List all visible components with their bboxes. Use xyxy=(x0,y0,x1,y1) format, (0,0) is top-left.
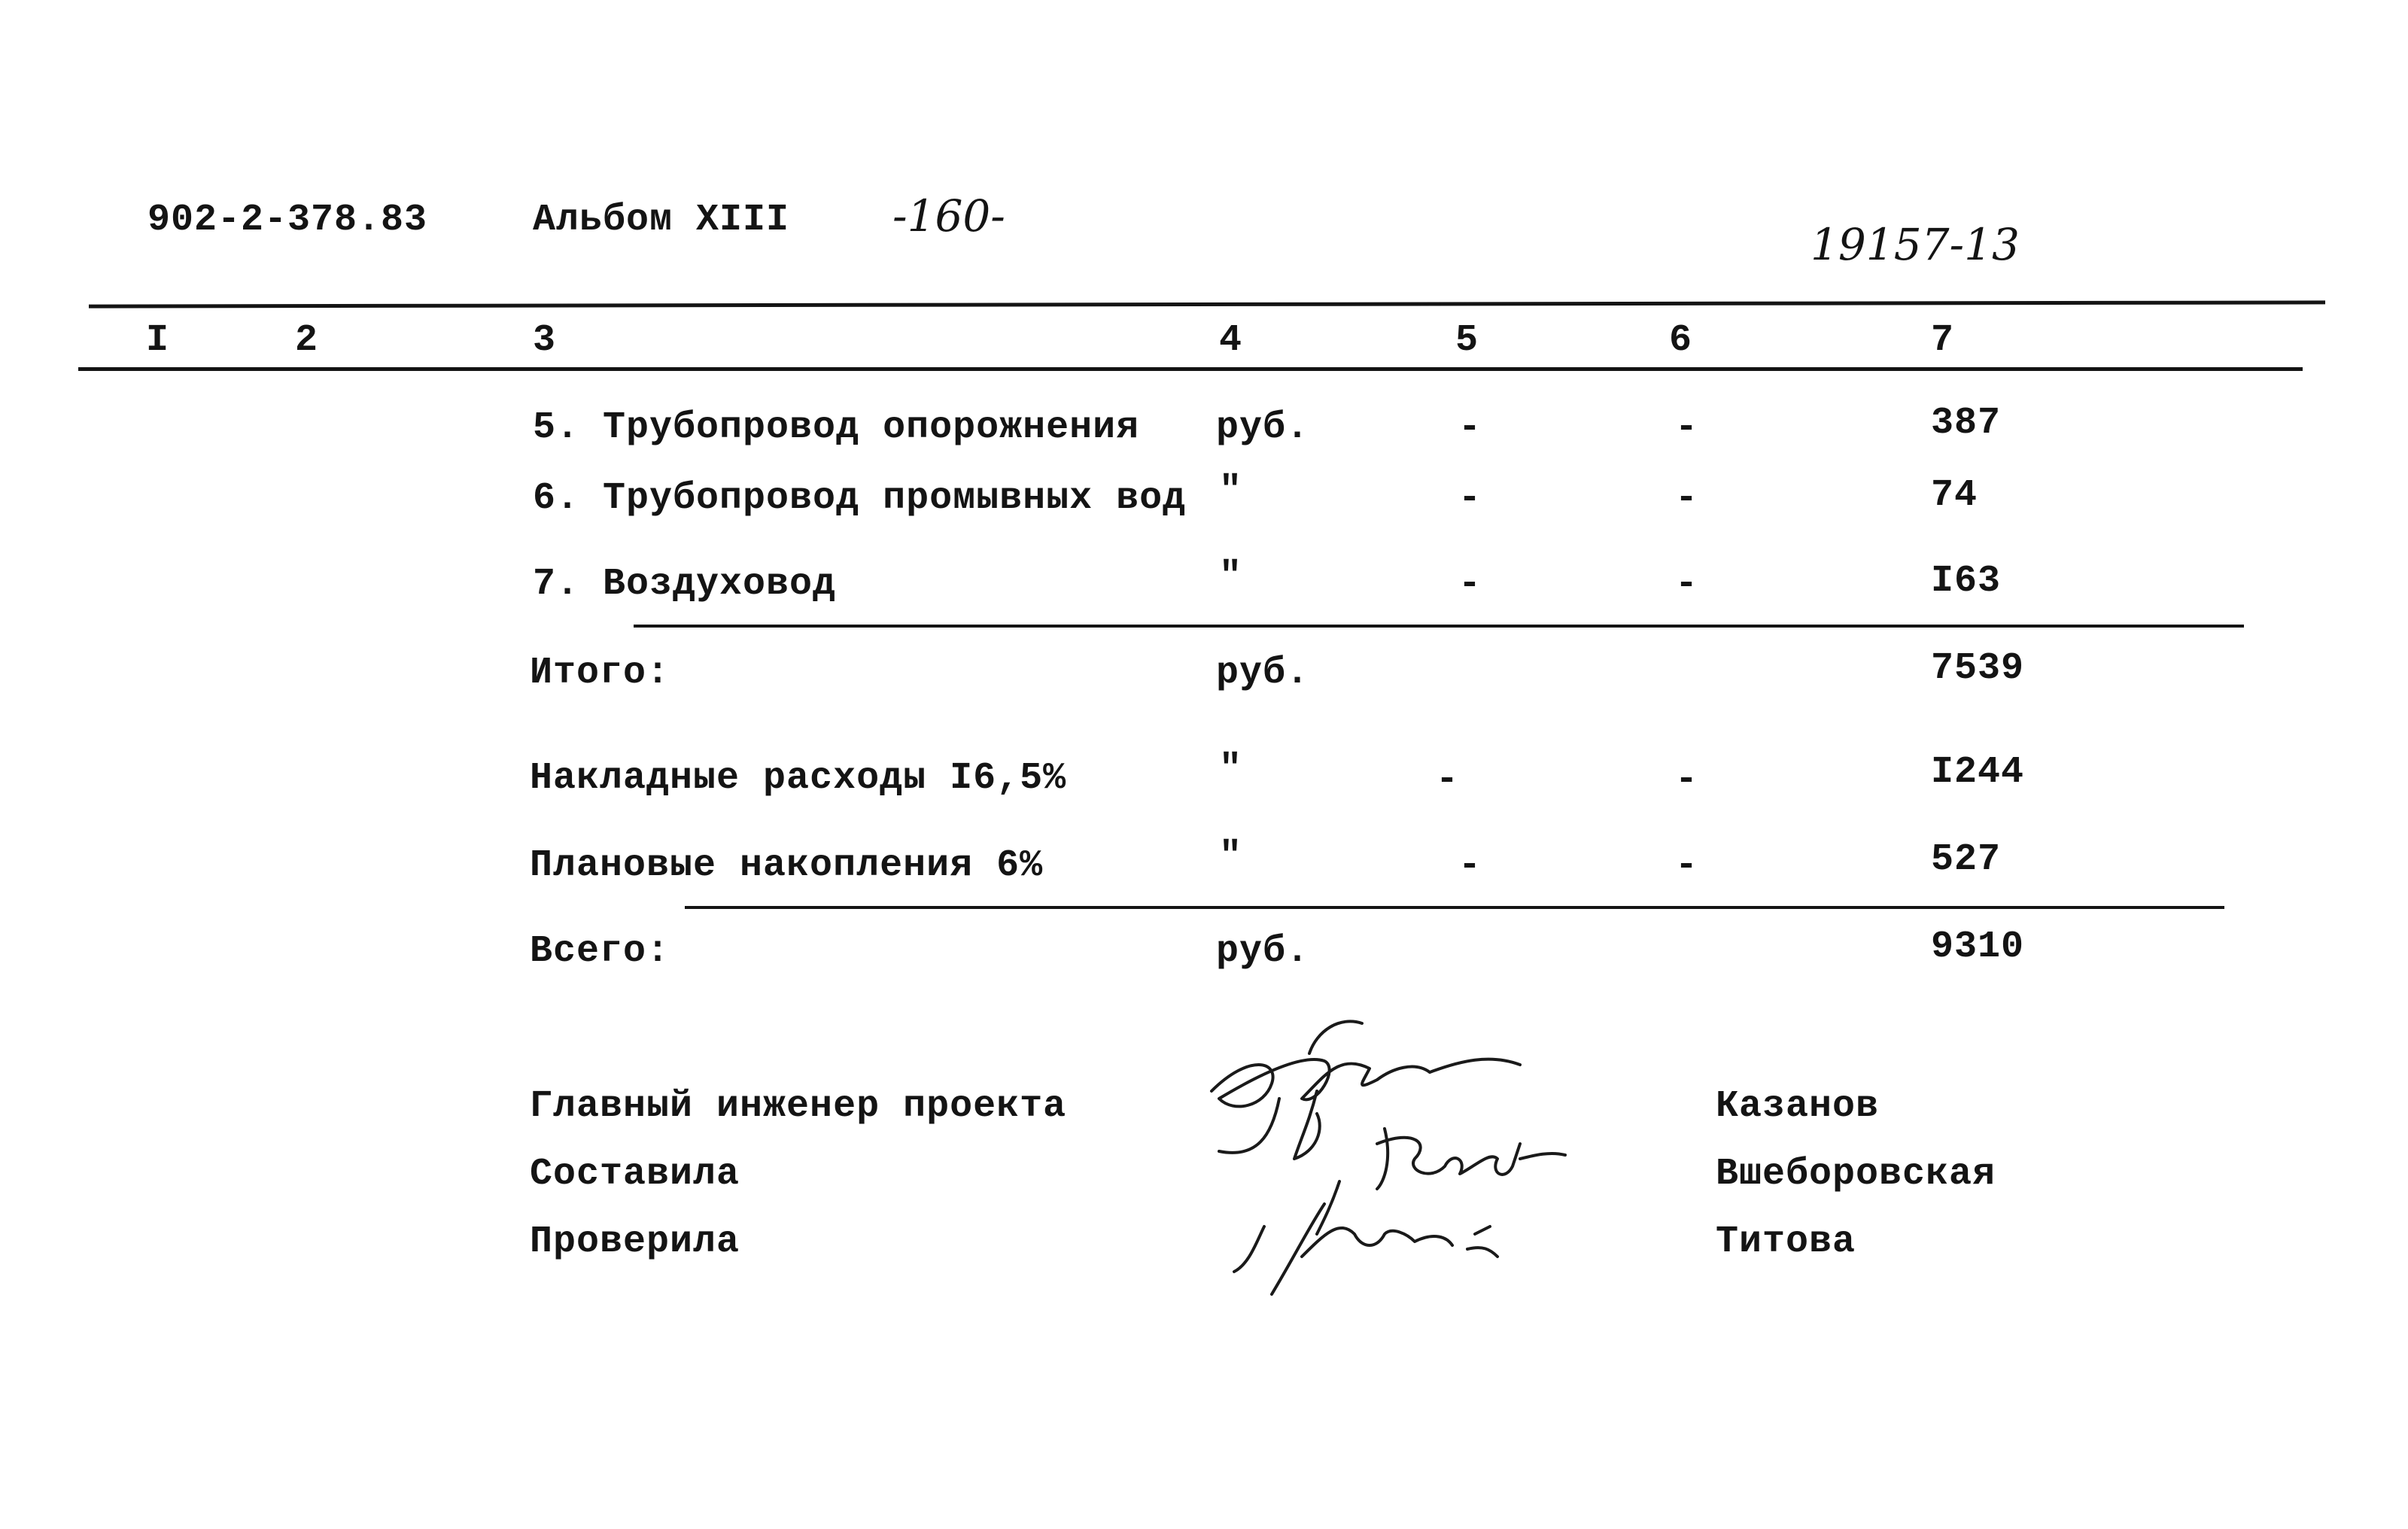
column-header-2: 2 xyxy=(295,319,319,362)
subtotal-rule xyxy=(634,625,2244,628)
subtotal-value: 7539 xyxy=(1931,647,2025,690)
signature-name-checked: Титова xyxy=(1716,1220,1856,1263)
column-header-3: 3 xyxy=(533,319,557,362)
row-unit: руб. xyxy=(1216,406,1310,449)
row-col6: - xyxy=(1675,844,1699,887)
sheet-code: 19157-13 xyxy=(1811,219,2020,270)
row-col7: 527 xyxy=(1931,838,2002,881)
row-col6: - xyxy=(1675,477,1699,520)
row-unit: " xyxy=(1219,555,1243,598)
row-name: 5. Трубопровод опорожнения xyxy=(533,406,1140,449)
signature-name-compiled: Вшеборовская xyxy=(1716,1153,1996,1196)
row-col5: - xyxy=(1458,563,1482,606)
row-name: 7. Воздуховод xyxy=(533,563,837,606)
table-header-rule xyxy=(78,367,2303,371)
column-header-7: 7 xyxy=(1931,319,1955,362)
album-label: Альбом XIII xyxy=(533,199,790,242)
row-col5: - xyxy=(1458,844,1482,887)
column-header-5: 5 xyxy=(1455,319,1479,362)
row-col5: - xyxy=(1458,406,1482,449)
document-code: 902-2-378.83 xyxy=(147,199,428,242)
total-value: 9310 xyxy=(1931,926,2025,968)
row-name: Плановые накопления 6% xyxy=(530,844,1044,887)
subtotal-label: Итого: xyxy=(530,652,670,695)
page-number: -160- xyxy=(892,190,1005,242)
signature-role-checked: Проверила xyxy=(530,1220,740,1263)
row-col6: - xyxy=(1675,758,1699,801)
column-header-6: 6 xyxy=(1669,319,1693,362)
row-unit: " xyxy=(1219,835,1243,878)
subtotal-unit: руб. xyxy=(1216,652,1310,695)
row-col5: - xyxy=(1436,758,1460,801)
row-col5: - xyxy=(1458,477,1482,520)
table-top-rule xyxy=(89,300,2325,308)
signature-role-chief-engineer: Главный инженер проекта xyxy=(530,1085,1067,1128)
total-rule xyxy=(685,906,2224,909)
row-col6: - xyxy=(1675,563,1699,606)
row-unit: " xyxy=(1219,748,1243,791)
row-col7: 387 xyxy=(1931,402,2002,445)
total-label: Всего: xyxy=(530,930,670,973)
column-header-1: I xyxy=(146,319,170,362)
column-header-4: 4 xyxy=(1219,319,1243,362)
row-col7: 74 xyxy=(1931,474,1978,517)
row-col7: I63 xyxy=(1931,560,2002,603)
row-name: 6. Трубопровод промывных вод xyxy=(533,477,1187,520)
row-name: Накладные расходы I6,5% xyxy=(530,757,1067,800)
total-unit: руб. xyxy=(1216,930,1310,973)
handwritten-signature-icon xyxy=(1189,1008,1580,1309)
signature-role-compiled: Составила xyxy=(530,1153,740,1196)
row-col7: I244 xyxy=(1931,751,2025,794)
row-col6: - xyxy=(1675,406,1699,449)
row-unit: " xyxy=(1219,470,1243,512)
signature-name-chief-engineer: Казанов xyxy=(1716,1085,1880,1128)
